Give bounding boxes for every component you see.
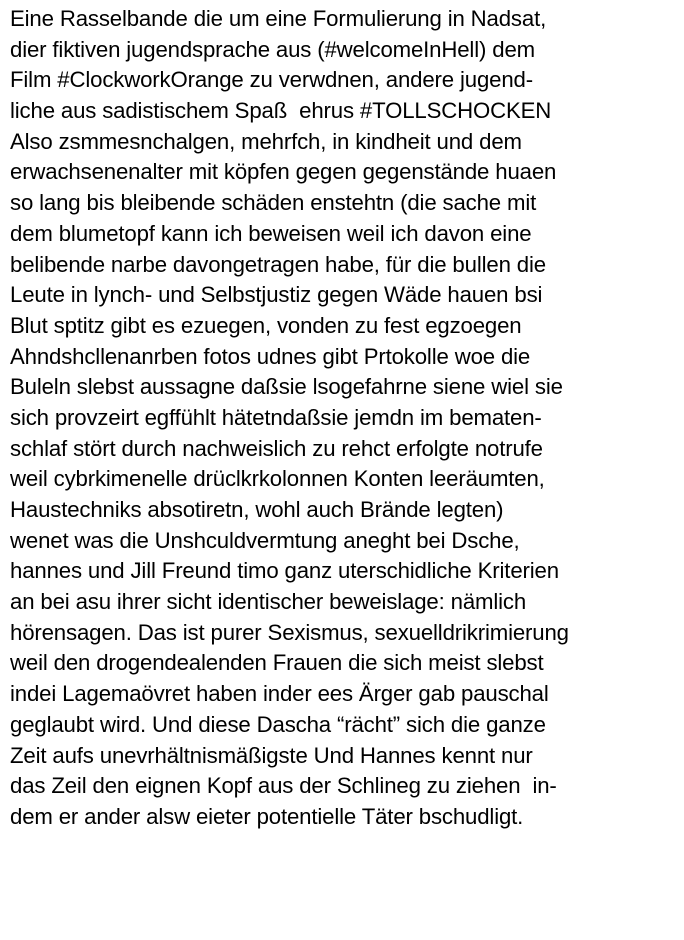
text-line: Leute in lynch- und Selbstjustiz gegen Wäde hauen bsi [10, 282, 543, 308]
text-line: liche aus sadistischem Spaß ehrus #TOLLSCHOCKEN [10, 98, 552, 124]
text-line: schlaf stört durch nachweislich zu rehct erfolgte notrufe [10, 435, 543, 461]
text-line: an bei asu ihrer sicht identischer beweislage: nämlich [10, 589, 527, 615]
text-line: Zeit aufs unevrhältnismäßigste Und Hannes kennt nur [10, 742, 533, 768]
text-line: hörensagen. Das ist purer Sexismus, sexuelldrikrimierung [10, 619, 569, 645]
text-line: sich provzeirt egffühlt hätetndaßsie jemdn im bematen- [10, 404, 542, 430]
text-line: hannes und Jill Freund timo ganz uterschidliche Kriterien [10, 558, 559, 584]
text-line: Buleln slebst aussagne daßsie lsogefahrne siene wiel sie [10, 374, 563, 400]
text-line: Ahndshcllenanrben fotos udnes gibt Prtokolle woe die [10, 343, 531, 369]
text-line: dem er ander alsw eieter potentielle Täter bschudligt. [10, 803, 524, 829]
text-line: Film #ClockworkOrange zu verwdnen, andere jugend- [10, 67, 533, 93]
text-line: dem blumetopf kann ich beweisen weil ich davon eine [10, 220, 532, 246]
text-line: dier fiktiven jugendsprache aus (#welcomeInHell) dem [10, 36, 535, 62]
text-line: Eine Rasselbande die um eine Formulierung in Nadsat, [10, 6, 547, 31]
text-line: belibende narbe davongetragen habe, für die bullen die [10, 251, 546, 277]
document-page [10, 4, 678, 833]
text-line: Blut sptitz gibt es ezuegen, vonden zu fest egzoegen [10, 312, 522, 338]
text-line: indei Lagemaövret haben inder ees Ärger gab pauschal [10, 681, 549, 707]
text-line: das Zeil den eignen Kopf aus der Schlineg zu ziehen in- [10, 773, 557, 799]
text-line: so lang bis bleibende schäden enstehtn (die sache mit [10, 190, 537, 216]
text-line: weil cybrkimenelle drüclkrkolonnen Konten leeräumten, [10, 466, 545, 492]
text-line: geglaubt wird. Und diese Dascha “rächt” sich die ganze [10, 711, 546, 737]
text-line: wenet was die Unshculdvermtung aneght bei Dsche, [10, 527, 520, 553]
text-line: weil den drogendealenden Frauen die sich meist slebst [10, 650, 544, 676]
text-line: Also zsmmesnchalgen, mehrfch, in kindheit und dem [10, 128, 522, 154]
text-line: erwachsenenalter mit köpfen gegen gegenstände huaen [10, 159, 557, 185]
text-line: Haustechniks absotiretn, wohl auch Brände legten) [10, 497, 504, 522]
